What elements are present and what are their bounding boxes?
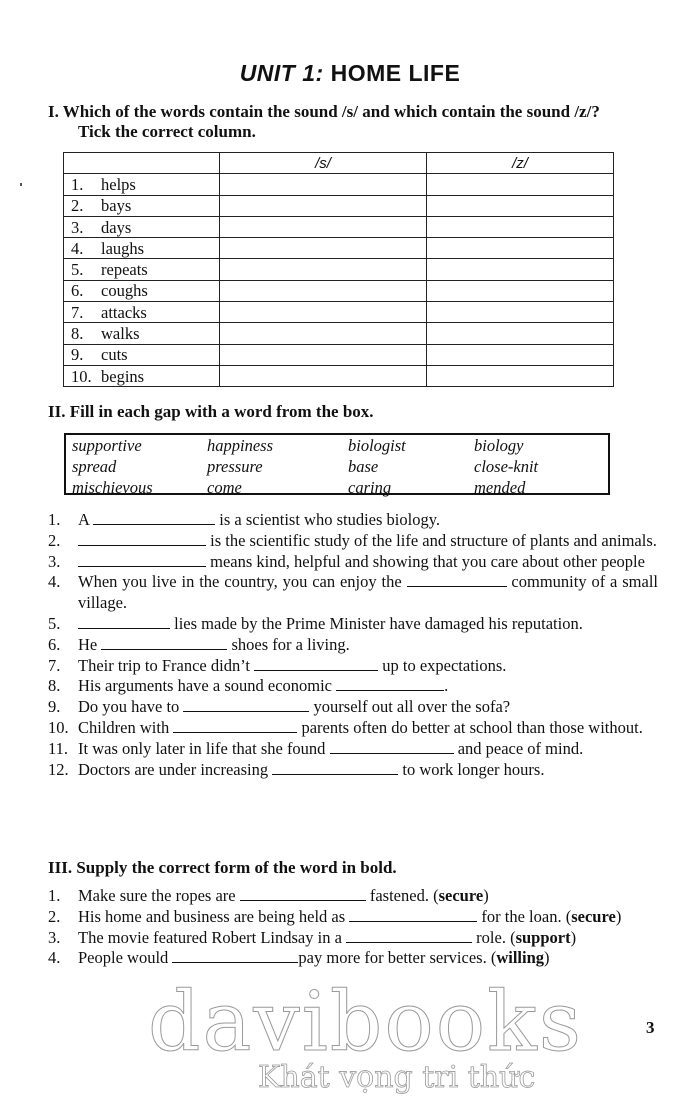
tick-cell-z[interactable] xyxy=(427,195,614,216)
tick-cell-z[interactable] xyxy=(427,259,614,280)
list-item xyxy=(48,760,658,781)
tick-cell-s[interactable] xyxy=(220,344,427,365)
row-word: attacks xyxy=(101,302,147,322)
tick-cell-s[interactable] xyxy=(220,365,427,386)
row-word: begins xyxy=(101,366,145,386)
answer-blank[interactable] xyxy=(78,614,170,629)
word-form-list xyxy=(48,886,658,969)
item-text-after: lies made by the Prime Minister have damaged his reputation. xyxy=(174,613,583,633)
watermark-brand: davibooks xyxy=(148,975,583,1070)
item-text-before: People would xyxy=(78,948,169,968)
row-word: walks xyxy=(101,324,140,344)
box-word: base xyxy=(348,457,379,476)
box-word: mended xyxy=(474,478,526,497)
list-item xyxy=(48,697,658,718)
item-text-after: role. xyxy=(476,927,506,947)
tick-cell-z[interactable] xyxy=(427,302,614,323)
item-text-before: The movie featured Robert Lindsay in a xyxy=(78,927,342,947)
item-text-after: and peace of mind. xyxy=(457,738,584,758)
answer-blank[interactable] xyxy=(346,928,472,943)
item-number: 6. xyxy=(48,634,61,654)
list-item xyxy=(48,552,658,573)
row-number: 6. xyxy=(71,281,84,301)
tick-cell-z[interactable] xyxy=(427,216,614,237)
box-word: close-knit xyxy=(474,457,539,476)
answer-blank[interactable] xyxy=(173,718,297,733)
answer-blank[interactable] xyxy=(183,697,309,712)
header-z: /z/ xyxy=(427,153,614,174)
box-word: mischievous xyxy=(72,478,153,497)
answer-blank[interactable] xyxy=(78,552,206,567)
item-number: 1. xyxy=(48,510,61,529)
row-word: days xyxy=(101,217,132,237)
tick-cell-z[interactable] xyxy=(427,365,614,386)
tick-cell-z[interactable] xyxy=(427,238,614,259)
list-item xyxy=(48,572,658,614)
item-text-after: up to expectations. xyxy=(382,655,507,675)
tick-cell-s[interactable] xyxy=(220,216,427,237)
item-number: 2. xyxy=(48,906,61,926)
box-word: happiness xyxy=(207,436,273,455)
list-item xyxy=(48,614,658,635)
item-text-before: His arguments have a sound economic xyxy=(78,676,333,696)
row-number: 2. xyxy=(71,196,84,216)
fill-gap-list xyxy=(48,510,658,780)
item-text-after: for the loan. xyxy=(481,906,562,926)
tick-cell-s[interactable] xyxy=(220,259,427,280)
box-word: caring xyxy=(348,478,392,497)
item-number: 9. xyxy=(48,697,61,717)
item-text-before: When you live in the country, you can enjoy the xyxy=(78,572,402,592)
box-word: biology xyxy=(474,436,524,455)
item-text-after: is the scientific study of the life and structure of plants and animals. xyxy=(210,530,657,550)
tick-cell-s[interactable] xyxy=(220,323,427,344)
answer-blank[interactable] xyxy=(407,572,507,587)
row-number: 3. xyxy=(71,217,84,237)
row-word: coughs xyxy=(101,281,148,301)
table-row xyxy=(64,302,614,323)
item-text-after: to work longer hours. xyxy=(402,759,545,779)
tick-cell-s[interactable] xyxy=(220,195,427,216)
item-number: 11. xyxy=(48,738,69,758)
item-text-after: community of a small village. xyxy=(78,572,658,613)
tick-cell-s[interactable] xyxy=(220,302,427,323)
table-row xyxy=(64,238,614,259)
list-item xyxy=(48,676,658,697)
item-text-before: It was only later in life that she found xyxy=(78,738,326,758)
section-1-question: I. Which of the words contain the sound /s/ and which contain the sound /z/? xyxy=(48,102,600,121)
list-item xyxy=(48,510,658,531)
list-item xyxy=(48,531,658,552)
word-box xyxy=(64,433,610,495)
bold-keyword: secure xyxy=(438,886,484,905)
answer-blank[interactable] xyxy=(101,635,227,650)
item-text-after: . xyxy=(444,676,449,696)
answer-blank[interactable] xyxy=(78,531,206,546)
unit-name: HOME LIFE xyxy=(330,60,461,86)
item-text-before: Doctors are under increasing xyxy=(78,759,269,779)
list-item xyxy=(48,739,658,760)
item-number: 8. xyxy=(48,676,61,696)
box-word: pressure xyxy=(207,457,263,476)
row-number: 5. xyxy=(71,260,84,280)
box-word: spread xyxy=(72,457,117,476)
bold-keyword: willing xyxy=(496,948,545,968)
item-text-before: His home and business are being held as xyxy=(78,906,346,926)
row-number: 7. xyxy=(71,302,84,322)
tick-cell-z[interactable] xyxy=(427,344,614,365)
page-number: 3 xyxy=(646,1018,655,1037)
table-row xyxy=(64,323,614,344)
tick-cell-s[interactable] xyxy=(220,174,427,195)
header-s: /s/ xyxy=(220,153,427,174)
row-word: repeats xyxy=(101,260,148,280)
item-text-before: A xyxy=(78,510,90,529)
answer-blank[interactable] xyxy=(272,760,398,775)
bold-keyword: support xyxy=(515,927,571,947)
answer-blank[interactable] xyxy=(336,676,444,691)
sound-table xyxy=(63,152,614,387)
item-text-after: yourself out all over the sofa? xyxy=(313,697,511,717)
tick-cell-s[interactable] xyxy=(220,280,427,301)
list-item: 4. People would pay more for better services. (willing) xyxy=(48,948,550,968)
list-item: 3. The movie featured Robert Lindsay in a role. (support) xyxy=(48,927,577,947)
section-2-heading: II. Fill in each gap with a word from the box. xyxy=(48,402,374,421)
list-item: 2. His home and business are being held as for the loan. (secure) xyxy=(48,906,622,926)
row-word: cuts xyxy=(101,345,128,365)
section-3-heading: III. Supply the correct form of the word in bold. xyxy=(48,858,397,877)
item-text-after: fastened. xyxy=(369,886,429,905)
list-item xyxy=(48,635,658,656)
box-word: supportive xyxy=(72,436,142,455)
tick-cell-z[interactable] xyxy=(427,280,614,301)
tick-cell-s[interactable] xyxy=(220,238,427,259)
item-number: 2. xyxy=(48,530,61,550)
row-number: 8. xyxy=(71,324,84,344)
box-word: biologist xyxy=(348,436,406,455)
item-number: 3. xyxy=(48,551,61,571)
row-word: bays xyxy=(101,196,132,216)
item-text-before: He xyxy=(78,634,98,654)
item-text-before: Their trip to France didn’t xyxy=(78,655,250,675)
item-number: 3. xyxy=(48,927,61,947)
table-row xyxy=(64,195,614,216)
unit-label: UNIT 1: xyxy=(239,60,324,86)
scan-speck xyxy=(20,183,22,186)
answer-blank[interactable] xyxy=(172,948,298,963)
section-1-instruction: Tick the correct column. xyxy=(78,122,256,141)
table-row xyxy=(64,280,614,301)
item-text-after: is a scientist who studies biology. xyxy=(219,510,441,529)
page-title xyxy=(0,60,700,87)
item-text-after: means kind, helpful and showing that you care about other people xyxy=(210,551,645,571)
row-number: 10. xyxy=(71,366,92,386)
table-header-row xyxy=(64,153,614,174)
row-number: 1. xyxy=(71,174,84,194)
table-row xyxy=(64,174,614,195)
row-word: helps xyxy=(101,174,136,194)
watermark-tagline: Khát vọng tri thức xyxy=(258,1060,536,1095)
item-number: 1. xyxy=(48,886,61,905)
item-text-after: shoes for a living. xyxy=(231,634,350,654)
table-row xyxy=(64,365,614,386)
answer-blank[interactable] xyxy=(93,510,215,525)
table-row xyxy=(64,216,614,237)
bold-keyword: secure xyxy=(571,906,616,926)
answer-blank[interactable] xyxy=(254,656,378,671)
header-word xyxy=(64,153,220,174)
tick-cell-z[interactable] xyxy=(427,323,614,344)
row-number: 9. xyxy=(71,345,84,365)
list-item xyxy=(48,718,658,739)
item-number: 7. xyxy=(48,655,61,675)
answer-blank[interactable] xyxy=(330,739,454,754)
item-text-after: parents often do better at school than those without. xyxy=(301,717,643,737)
row-number: 4. xyxy=(71,238,84,258)
item-number: 10. xyxy=(48,717,69,737)
table-row xyxy=(64,259,614,280)
section-1-heading xyxy=(48,102,600,142)
item-number: 12. xyxy=(48,759,69,779)
table-row xyxy=(64,344,614,365)
item-text-before: Make sure the ropes are xyxy=(78,886,236,905)
answer-blank[interactable] xyxy=(240,886,366,901)
item-number: 4. xyxy=(48,948,61,968)
list-item xyxy=(48,656,658,677)
item-text-before: Do you have to xyxy=(78,697,180,717)
box-word: come xyxy=(207,478,242,497)
row-word: laughs xyxy=(101,238,145,258)
answer-blank[interactable] xyxy=(349,907,477,922)
list-item: 1. Make sure the ropes are fastened. (secure) xyxy=(48,886,489,905)
tick-cell-z[interactable] xyxy=(427,174,614,195)
item-number: 4. xyxy=(48,572,61,592)
item-number: 5. xyxy=(48,613,61,633)
item-text-before: Children with xyxy=(78,717,170,737)
item-text-after: pay more for better services. xyxy=(298,948,487,968)
